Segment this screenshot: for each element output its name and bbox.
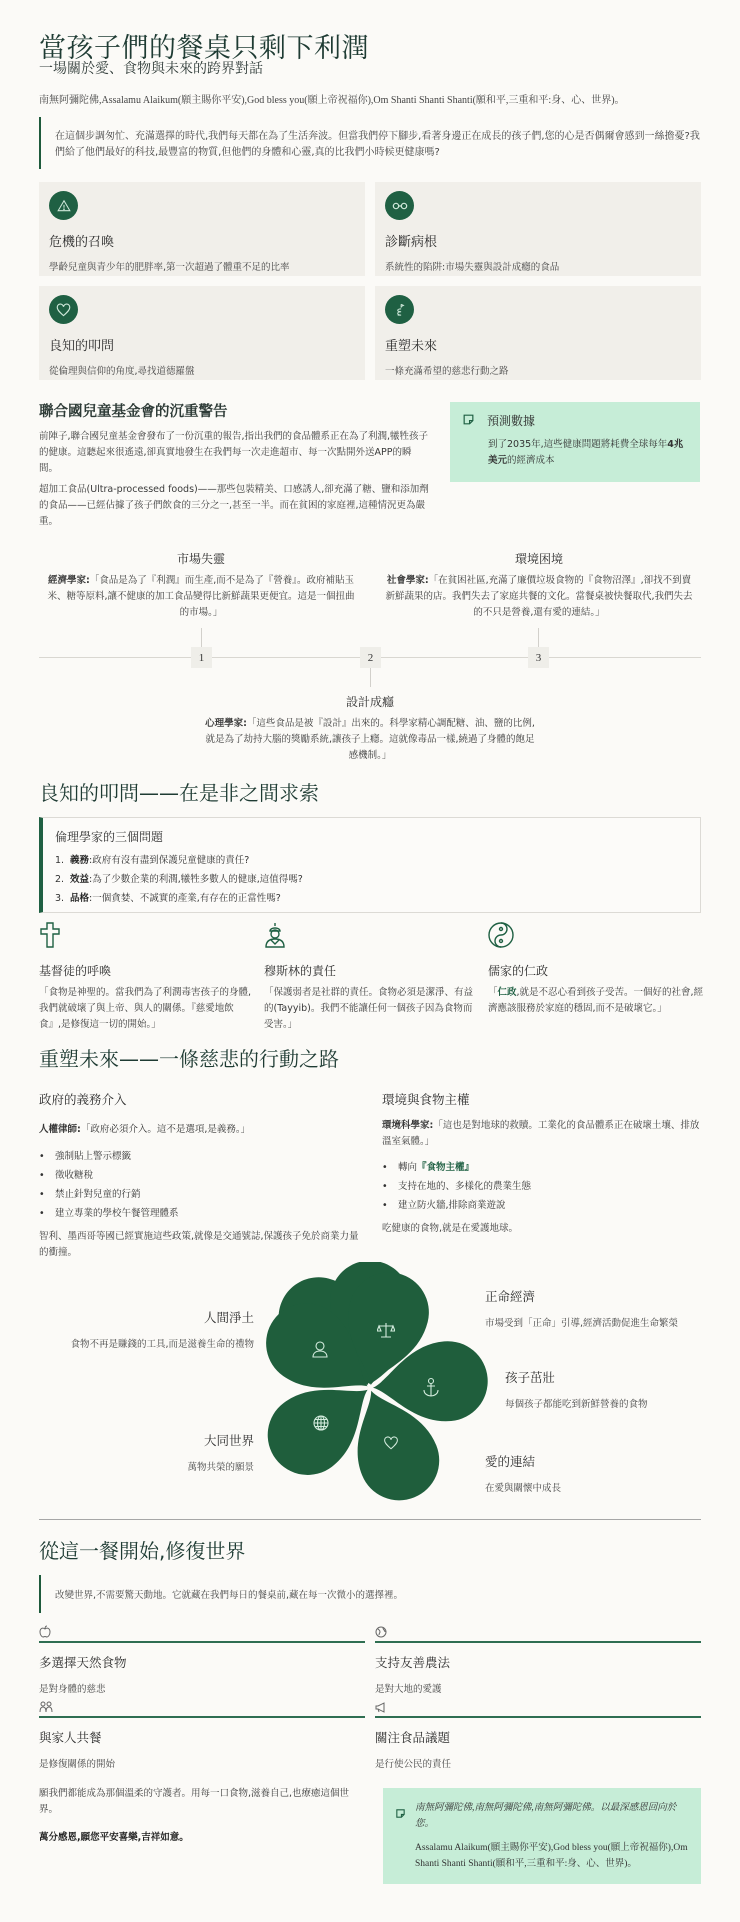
quote-open: 「 (488, 987, 498, 998)
stat-callout (450, 402, 700, 482)
env-quote (382, 1118, 702, 1150)
card-reshape (375, 286, 701, 380)
speaker: 社會學家: (386, 575, 429, 586)
highlight-term: 『食物主權』 (417, 1162, 475, 1173)
faith-title: 儒家的仁政 (488, 964, 549, 978)
vision-title: 愛的連結 (485, 1454, 536, 1469)
faith-title: 穆斯林的責任 (264, 964, 337, 978)
timeline-title: 設計成癮 (345, 695, 394, 709)
vision-love-connection (485, 1452, 561, 1494)
blessing-text: Assalamu Alaikum(願主賜你平安),God bless you(願上帝祝福你),Om Shanti Shanti Shanti(願和平,三重和平:身、心、世界)。 (415, 1843, 688, 1869)
blessing-italic: 南無阿彌陀佛,南無阿彌陀佛,南無阿彌陀佛。以最深感恩回向於您。 (415, 1803, 677, 1829)
timeline-title: 環境困境 (514, 552, 563, 566)
vision-desc: 食物不再是賺錢的工具,而是滋養生命的禮物 (70, 1339, 254, 1350)
speaker: 環境科學家: (382, 1120, 434, 1131)
gov-note: 智利、墨西哥等國已經實施這些政策,就像是交通號誌,保護孩子免於商業力量的衝撞。 (39, 1231, 359, 1258)
timeline-item-3 (384, 550, 694, 621)
item-number: 1. (55, 855, 65, 866)
timeline-connector (370, 667, 371, 687)
cross-icon (39, 933, 61, 952)
env-title: 環境與食物主權 (382, 1092, 470, 1107)
vision-right-livelihood (485, 1287, 678, 1329)
vision-desc: 在愛與關懷中成長 (485, 1483, 562, 1494)
quote: 「這也是對地球的救贖。工業化的食品體系正在破壞土壤、排放溫室氣體。」 (382, 1120, 700, 1147)
card-title: 良知的叩問 (49, 339, 115, 354)
vision-title: 大同世界 (203, 1433, 254, 1448)
bullet: • 支持在地的、多樣化的農業生態 (382, 1177, 702, 1196)
vision-title: 正命經濟 (485, 1289, 536, 1304)
faith-title: 基督徒的呼喚 (39, 964, 112, 978)
item-key: 義務 (70, 855, 90, 866)
action-food-issues (375, 1698, 701, 1770)
action-family-meal (39, 1698, 365, 1770)
quote: 「食品是為了『利潤』而生產,而不是為了『營養』。政府補貼玉米、糖等原料,讓不健康的加工食品變得比新鮮蔬果更便宜。這是一個扭曲的市場。」 (47, 575, 355, 618)
timeline-connector (538, 628, 539, 648)
muslim-person-icon (264, 933, 286, 952)
accent-rule (39, 1641, 365, 1643)
globe-icon (313, 1415, 329, 1431)
timeline-connector (201, 628, 202, 648)
card-title: 診斷病根 (385, 235, 438, 250)
scale-icon (377, 1322, 395, 1338)
greeting: 南無阿彌陀佛,Assalamu Alaikum(願主賜你平安),God bless you(願上帝祝福你),Om Shanti Shanti Shanti(願和平,三重和平:身、心、世界)。 (39, 95, 625, 106)
vision-children-thrive (505, 1368, 648, 1410)
action-desc: 是對大地的愛護 (375, 1684, 442, 1695)
stat-title: 預測數據 (487, 414, 536, 428)
closing-text (39, 1786, 359, 1846)
card-desc: 一條充滿希望的慈悲行動之路 (385, 366, 509, 377)
action-desc: 是對身體的慈悲 (39, 1684, 106, 1695)
vision-desc: 萬物共榮的願景 (187, 1462, 254, 1473)
env-bullets (382, 1158, 702, 1215)
stat-figure: 4兆美元 (488, 439, 684, 466)
megaphone-icon (375, 1698, 701, 1712)
accent-rule (375, 1716, 701, 1718)
env-column (382, 1090, 702, 1237)
card-diagnosis (375, 182, 701, 276)
item-text: :一個貪婪、不誠實的產業,有存在的正當性嗎? (89, 893, 281, 904)
faith-quote: 「保護弱者是社群的責任。食物必須是潔淨、有益的(Tayyib)。我們不能讓任何一個孩子因為食物而受害。」 (264, 987, 474, 1030)
faith-quote (488, 985, 708, 1017)
section-title-future: 重塑未來——一條慈悲的行動之路 (39, 1047, 339, 1071)
speaker: 人權律師: (39, 1124, 81, 1135)
action-title: 與家人共餐 (39, 1730, 102, 1745)
repair-quote-text: 改變世界,不需要驚天動地。它就藏在我們每日的餐桌前,藏在每一次微小的選擇裡。 (55, 1590, 404, 1601)
accent-rule (375, 1641, 701, 1643)
timeline-marker-2: 2 (360, 647, 381, 668)
closing-thanks: 萬分感恩,願您平安喜樂,吉祥如意。 (39, 1832, 189, 1843)
item-text: :政府有沒有盡到保護兒童健康的責任? (89, 855, 250, 866)
action-title: 多選擇天然食物 (39, 1655, 127, 1670)
card-desc: 系統性的陷阱:市場失靈與設計成癮的食品 (385, 262, 560, 273)
closing-para: 願我們都能成為那個溫柔的守護者。用每一口食物,滋養自己,也療癒這個世界。 (39, 1788, 350, 1815)
action-title: 關注食品議題 (375, 1730, 451, 1745)
apple-icon (39, 1623, 365, 1637)
action-desc: 是行使公民的責任 (375, 1759, 452, 1770)
ethics-item (55, 851, 688, 870)
bullet (382, 1158, 702, 1177)
section-title-repair: 從這一餐開始,修復世界 (39, 1539, 246, 1563)
item-number: 3. (55, 893, 65, 904)
bullet: • 建立專業的學校午餐管理體系 (39, 1204, 359, 1223)
timeline-item-1 (46, 550, 356, 621)
repair-quote (39, 1575, 701, 1613)
bullet: • 強制貼上警示標籤 (39, 1147, 359, 1166)
card-desc: 從倫理與信仰的角度,尋找道德羅盤 (49, 366, 195, 377)
timeline-item-2 (205, 693, 535, 764)
vision-desc: 市場受到「正命」引導,經濟活動促進生命繁榮 (485, 1318, 679, 1329)
vision-flower-petals (240, 1262, 500, 1512)
unicef-para-2: 超加工食品(Ultra-processed foods)——那些包裝精美、口感誘人,卻充滿了糖、鹽和添加劑的食品——已經佔據了孩子們飲食的三分之一,甚至一半。而在貧困的家庭裡,這種情況更為嚴重。 (39, 484, 429, 527)
card-desc: 學齡兒童與青少年的肥胖率,第一次超過了體重不足的比率 (49, 262, 290, 273)
vision-pure-land (70, 1308, 254, 1350)
action-eco-farming (375, 1623, 701, 1695)
action-title: 支持友善農法 (375, 1655, 451, 1670)
stat-body (488, 437, 688, 469)
ethics-title: 倫理學家的三個問題 (55, 830, 164, 844)
yin-yang-icon (488, 933, 514, 952)
bullet: • 禁止針對兒童的行銷 (39, 1185, 359, 1204)
env-note: 吃健康的食物,就是在愛護地球。 (382, 1223, 519, 1234)
speaker: 經濟學家: (47, 575, 90, 586)
card-title: 危機的召喚 (49, 235, 115, 250)
card-conscience (39, 286, 365, 380)
timeline-marker-1: 1 (191, 647, 212, 668)
quote: 「政府必須介入。這不是選項,是義務。」 (80, 1124, 251, 1135)
accent-rule (39, 1716, 365, 1718)
ethics-item (55, 870, 688, 889)
vision-desc: 每個孩子都能吃到新鮮營養的食物 (505, 1399, 648, 1410)
vision-title: 孩子茁壯 (505, 1370, 556, 1385)
warning-triangle-icon (49, 191, 78, 220)
quote-rest: ,就是不忍心看到孩子受苦。一個好的社會,經濟應該服務於家庭的穩固,而不是破壞它。」 (488, 987, 704, 1014)
faith-muslim (264, 922, 479, 1033)
section-title-unicef: 聯合國兒童基金會的沉重警告 (39, 404, 228, 420)
item-key: 效益 (70, 874, 90, 885)
timeline-marker-3: 3 (528, 647, 549, 668)
gov-column (39, 1090, 359, 1261)
glasses-icon (385, 191, 414, 220)
heart-icon (383, 1436, 399, 1450)
page-subtitle: 一場關於愛、食物與未來的跨界對話 (39, 61, 263, 77)
vision-title: 人間淨土 (203, 1310, 254, 1325)
bullet: • 建立防火牆,排除商業遊說 (382, 1196, 702, 1215)
gov-title: 政府的義務介入 (39, 1092, 127, 1107)
heart-icon (49, 295, 78, 324)
note-icon (395, 1804, 406, 1823)
earth-icon (375, 1623, 701, 1637)
unicef-para-1: 前陣子,聯合國兒童基金會發布了一份沉重的報告,指出我們的食品體系正在為了利潤,犧牲孩子的健康。這聽起來很遙遠,卻真實地發生在我們每一次走進超市、每一次點開外送APP的瞬間。 (39, 431, 429, 474)
action-desc: 是修復關係的開始 (39, 1759, 116, 1770)
item-key: 品格 (70, 893, 90, 904)
quote: 「這些食品是被『設計』出來的。科學家精心調配糖、油、鹽的比例,就是為了劫持大腦的獎勵系統,讓孩子上癮。這就像毒品一樣,繞過了身體的飽足感機制。」 (205, 718, 535, 761)
ethics-list (55, 851, 688, 908)
ethics-questions-box (39, 817, 701, 913)
gov-bullets (39, 1147, 359, 1223)
quote: 「在貧困社區,充滿了廉價垃圾食物的『食物沼澤』,卻找不到賣新鮮蔬果的店。我們失去了家庭共餐的文化。當餐桌被快餐取代,我們失去的不只是營養,還有愛的連結。」 (385, 575, 693, 618)
highlight-term: 仁政 (497, 987, 517, 998)
faith-quote: 「食物是神聖的。當我們為了利潤毒害孩子的身體,我們就破壞了與上帝、與人的關係。『慈愛地飲食』,是修復這一切的開始。」 (39, 987, 252, 1030)
stat-body-post: 的經濟成本 (507, 455, 555, 466)
item-text: :為了少數企業的利潤,犧牲多數人的健康,這值得嗎? (89, 874, 303, 885)
timeline-title: 市場失靈 (176, 552, 225, 566)
card-crisis (39, 182, 365, 276)
gov-quote (39, 1120, 359, 1139)
card-title: 重塑未來 (385, 339, 438, 354)
blessing-callout (383, 1788, 701, 1884)
note-icon (462, 413, 475, 429)
action-natural-food (39, 1623, 365, 1695)
item-number: 2. (55, 874, 65, 885)
bullet: • 徵收糖稅 (39, 1166, 359, 1185)
section-divider (39, 1519, 701, 1520)
speaker: 心理學家: (205, 718, 247, 729)
page-title: 當孩子們的餐桌只剩下利潤 (39, 33, 369, 64)
faith-christian (39, 922, 254, 1033)
path-sprout-icon (385, 295, 414, 324)
stat-body-pre: 到了2035年,這些健康問題將耗費全球每年 (488, 439, 668, 450)
vision-great-harmony (187, 1431, 254, 1473)
ethics-item (55, 889, 688, 908)
bullet-text: 轉向 (398, 1162, 418, 1173)
intro-quote (39, 117, 701, 169)
intro-quote-text: 在這個步調匆忙、充滿選擇的時代,我們每天都在為了生活奔波。但當我們停下腳步,看著身邊正在成長的孩子們,您的心是否偶爾會感到一絲擔憂?我們給了他們最好的科技,最豐富的物質,但他們的身體和心靈,真的比我們小時候更健康嗎? (55, 131, 700, 158)
faith-confucian (488, 922, 708, 1017)
section-title-conscience: 良知的叩問——在是非之間求索 (39, 781, 319, 805)
family-icon (39, 1698, 365, 1712)
anchor-sprout-icon (423, 1377, 439, 1397)
person-icon (312, 1340, 328, 1358)
